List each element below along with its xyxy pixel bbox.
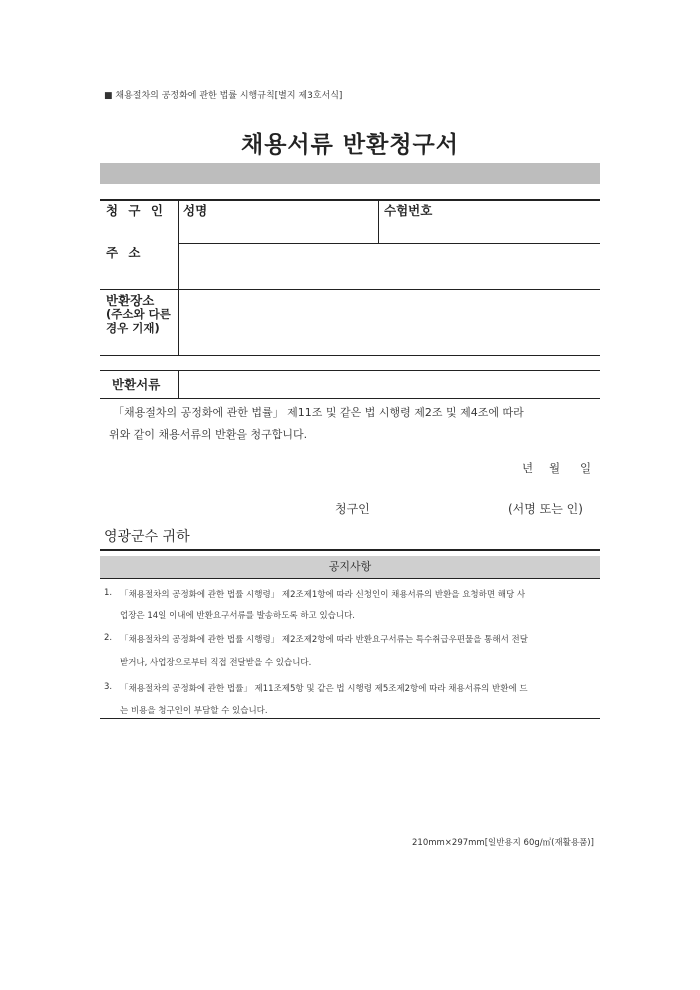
signature-hint: (서명 또는 인) <box>508 502 583 516</box>
statement-line: 「채용절차의 공정화에 관한 법률」 제11조 및 같은 법 시행령 제2조 및 제4조에 따라 <box>113 406 524 419</box>
address-field[interactable] <box>182 246 596 286</box>
date-year: 년 <box>522 461 534 475</box>
notice-title: 공지사항 <box>100 556 600 578</box>
legal-basis-text: 채용절차의 공정화에 관한 법률 시행규칙[별지 제3호서식] <box>115 91 343 101</box>
statement-line: 위와 같이 채용서류의 반환을 청구합니다. <box>109 428 308 441</box>
recipient: 영광군수 귀하 <box>104 529 190 545</box>
column-divider <box>178 370 179 398</box>
notice-bottom-border <box>100 718 600 719</box>
column-divider <box>178 199 179 355</box>
claimant-label: 청 구 인 <box>106 203 166 218</box>
row-divider <box>100 398 600 399</box>
date-month: 월 <box>549 461 561 475</box>
return-place-label: 반환장소 <box>106 293 155 308</box>
exam-number-label: 수험번호 <box>384 203 433 218</box>
return-docs-field[interactable] <box>182 373 596 395</box>
page-title: 채용서류 반환청구서 <box>241 132 459 158</box>
notice-top-border <box>100 549 600 551</box>
return-place-note: (주소와 다른 <box>106 307 171 321</box>
exam-number-field[interactable] <box>438 202 596 240</box>
notice-item-line: 업장은 14일 이내에 반환요구서류를 발송하도록 하고 있습니다. <box>120 611 356 621</box>
header-gray-band <box>100 163 600 184</box>
notice-item-number: 1. <box>104 588 113 598</box>
square-bullet-icon: ■ <box>104 91 113 101</box>
form-legal-basis <box>104 88 342 101</box>
row-divider <box>100 355 600 356</box>
return-place-field[interactable] <box>182 292 596 352</box>
table-top-border <box>100 199 600 201</box>
name-field[interactable] <box>206 202 374 240</box>
row-divider <box>178 243 600 244</box>
row-divider <box>100 289 600 290</box>
notice-item-number: 3. <box>104 682 113 692</box>
notice-item-line: 「채용절차의 공정화에 관한 법률 시행령」 제2조제1항에 따라 신청인이 채용서류의 반환을 요청하면 해당 사 <box>120 590 526 600</box>
notice-item-line: 「채용절차의 공정화에 관한 법률」 제11조제5항 및 같은 법 시행령 제5조제2항에 따라 채용서류의 반환에 드 <box>120 684 528 694</box>
claimant-signature-label: 청구인 <box>335 502 370 516</box>
notice-item-line: 받거나, 사업장으로부터 직접 전달받을 수 있습니다. <box>120 658 312 668</box>
column-divider <box>378 199 379 243</box>
notice-item-number: 2. <box>104 633 113 643</box>
name-label: 성명 <box>183 203 208 218</box>
notice-item-line: 는 비용을 청구인이 부담할 수 있습니다. <box>120 706 268 716</box>
notice-item-line: 「채용절차의 공정화에 관한 법률 시행령」 제2조제2항에 따라 반환요구서류는 특수취급우편물을 통해서 전달 <box>120 635 528 645</box>
paper-size-note: 210mm×297mm[일반용지 60g/㎡(재활용품)] <box>412 838 594 848</box>
return-place-note: 경우 기재) <box>106 321 160 335</box>
date-day: 일 <box>580 461 592 475</box>
return-docs-label: 반환서류 <box>112 377 161 392</box>
address-label: 주 소 <box>106 245 144 260</box>
notice-title-border <box>100 578 600 579</box>
row-divider <box>100 370 600 371</box>
